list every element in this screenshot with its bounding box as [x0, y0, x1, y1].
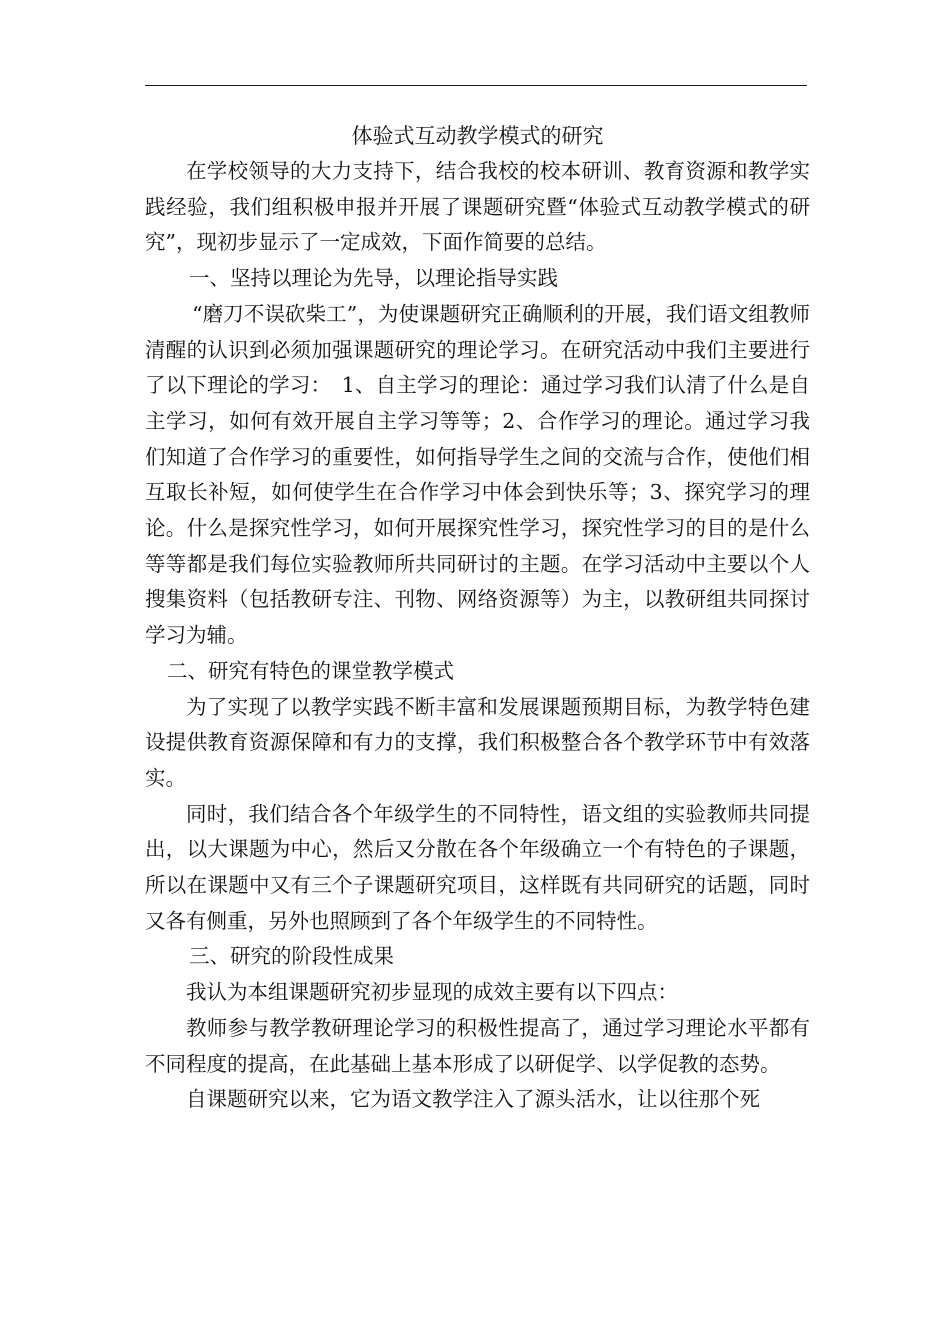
- document-body: [145, 118, 810, 1118]
- document-title: 体验式互动教学模式的研究: [351, 124, 604, 148]
- section-heading-2: 二、研究有特色的课堂教学模式: [167, 658, 454, 683]
- paragraph-theory: “磨刀不误砍柴工”，为使课题研究正确顺利的开展，我们语文组教师清醒的认识到必须加强课题研究的理论学习。在研究活动中我们主要进行了以下理论的学习： 1、自主学习的理论：通过学习我们认清了什么是自主学习，如何有效开展自主学习等等；2、合作学习的理论。通过学习我们知道了合作学习的重要性，如何指导学生之间的交流与合作，使他们相互取长补短，如何使学生在合作学习中体会到快乐等；3、探究学习的理论。什么是探究性学习，如何开展探究性学习，探究性学习的目的是什么等等都是我们每位实验教师所共同研讨的主题。在学习活动中主要以个人搜集资料（包括教研专注、刊物、网络资源等）为主，以教研组共同探讨学习为辅。: [145, 301, 810, 648]
- paragraph-since-research: 自课题研究以来，它为语文教学注入了源头活水，让以往那个死: [186, 1087, 760, 1112]
- header-rule: [145, 85, 807, 86]
- paragraph-teacher-participation: 教师参与教学教研理论学习的积极性提高了，通过学习理论水平都有不同程度的提高，在此基础上基本形成了以研促学、以学促教的态势。: [145, 1015, 810, 1076]
- section-heading-3: 三、研究的阶段性成果: [189, 944, 394, 969]
- paragraph-subtopics: 同时，我们结合各个年级学生的不同特性，语文组的实验教师共同提出，以大课题为中心，然后又分散在各个年级确立一个有特色的子课题，所以在课题中又有三个子课题研究项目，这样既有共同研究的话题，同时又各有侧重，另外也照顾到了各个年级学生的不同特性。: [145, 801, 810, 933]
- intro-paragraph: 在学校领导的大力支持下，结合我校的校本研训、教育资源和教学实践经验，我们组积极申报并开展了课题研究暨“体验式互动教学模式的研究”，现初步显示了一定成效，下面作简要的总结。: [145, 159, 810, 255]
- section-heading-1: 一、坚持以理论为先导，以理论指导实践: [189, 266, 558, 291]
- paragraph-results-intro: 我认为本组课题研究初步显现的成效主要有以下四点：: [186, 980, 678, 1005]
- paragraph-goals: 为了实现了以教学实践不断丰富和发展课题预期目标，为教学特色建设提供教育资源保障和有力的支撑，我们积极整合各个教学环节中有效落实。: [145, 694, 810, 790]
